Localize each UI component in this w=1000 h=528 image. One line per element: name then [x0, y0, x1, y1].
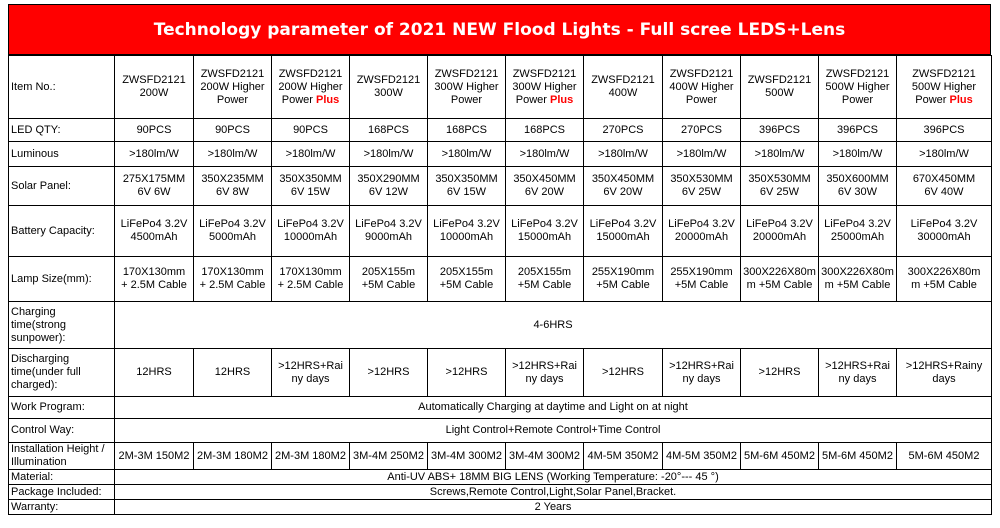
- lamp-cell: 170X130mm + 2.5M Cable: [272, 257, 350, 302]
- led-cell: 168PCS: [428, 119, 506, 142]
- lamp-cell: 300X226X80m m +5M Cable: [897, 257, 992, 302]
- inst-cell: 4M-5M 350M2: [663, 443, 741, 470]
- inst-cell: 2M-3M 180M2: [272, 443, 350, 470]
- lamp-cell: 205X155m +5M Cable: [428, 257, 506, 302]
- lum-cell: >180lm/W: [272, 142, 350, 167]
- row-label-war: Warranty:: [9, 500, 115, 515]
- row-label-lum: Luminous: [9, 142, 115, 167]
- dis-cell: >12HRS+Rai ny days: [272, 349, 350, 397]
- row-solar: [9, 167, 992, 206]
- row-item: [9, 56, 992, 119]
- plus-badge: Plus: [550, 93, 574, 106]
- dis-cell: >12HRS: [350, 349, 428, 397]
- batt-cell: LiFePo4 3.2V 4500mAh: [115, 206, 194, 257]
- item-name: ZWSFD2121 200W: [122, 74, 186, 99]
- row-led: [9, 119, 992, 142]
- led-cell: 168PCS: [350, 119, 428, 142]
- lum-cell: >180lm/W: [897, 142, 992, 167]
- lamp-cell: 300X226X80m m +5M Cable: [741, 257, 819, 302]
- item-cell: [272, 56, 350, 119]
- dis-cell: >12HRS+Rai ny days: [506, 349, 584, 397]
- item-name: ZWSFD2121 200W Higher Power: [278, 67, 343, 106]
- batt-cell: LiFePo4 3.2V 15000mAh: [584, 206, 663, 257]
- inst-cell: 5M-6M 450M2: [897, 443, 992, 470]
- charge-value: 4-6HRS: [115, 302, 992, 349]
- row-lum: [9, 142, 992, 167]
- led-cell: 90PCS: [272, 119, 350, 142]
- row-ctrl: [9, 419, 992, 443]
- led-cell: 90PCS: [115, 119, 194, 142]
- solar-cell: 350X235MM 6V 8W: [194, 167, 272, 206]
- inst-cell: 3M-4M 300M2: [506, 443, 584, 470]
- batt-cell: LiFePo4 3.2V 10000mAh: [428, 206, 506, 257]
- solar-cell: 350X530MM 6V 25W: [663, 167, 741, 206]
- inst-cell: 2M-3M 150M2: [115, 443, 194, 470]
- item-cell: [194, 56, 272, 119]
- batt-cell: LiFePo4 3.2V 30000mAh: [897, 206, 992, 257]
- item-name: ZWSFD2121 500W: [747, 74, 812, 99]
- row-label-dis: Discharging time(under full charged):: [9, 349, 115, 397]
- led-cell: 396PCS: [897, 119, 992, 142]
- item-name: ZWSFD2121 200W Higher Power: [200, 67, 265, 106]
- batt-cell: LiFePo4 3.2V 20000mAh: [663, 206, 741, 257]
- row-lamp: [9, 257, 992, 302]
- item-name: ZWSFD2121 300W: [356, 74, 421, 99]
- row-charge: [9, 302, 992, 349]
- dis-cell: 12HRS: [194, 349, 272, 397]
- dis-cell: >12HRS: [584, 349, 663, 397]
- row-batt: [9, 206, 992, 257]
- item-cell: [584, 56, 663, 119]
- plus-badge: Plus: [949, 93, 973, 106]
- inst-cell: 5M-6M 450M2: [819, 443, 897, 470]
- war-value: 2 Years: [115, 500, 992, 515]
- batt-cell: LiFePo4 3.2V 9000mAh: [350, 206, 428, 257]
- row-label-ctrl: Control Way:: [9, 419, 115, 443]
- mat-value: Anti-UV ABS+ 18MM BIG LENS (Working Temperature: -20°--- 45 °): [115, 470, 992, 485]
- row-label-solar: Solar Panel:: [9, 167, 115, 206]
- lum-cell: >180lm/W: [741, 142, 819, 167]
- batt-cell: LiFePo4 3.2V 20000mAh: [741, 206, 819, 257]
- item-cell: [350, 56, 428, 119]
- inst-cell: 3M-4M 300M2: [428, 443, 506, 470]
- solar-cell: 350X450MM 6V 20W: [506, 167, 584, 206]
- item-cell: [115, 56, 194, 119]
- row-label-batt: Battery Capacity:: [9, 206, 115, 257]
- dis-cell: >12HRS+Rai ny days: [819, 349, 897, 397]
- lum-cell: >180lm/W: [819, 142, 897, 167]
- item-cell: [897, 56, 992, 119]
- lum-cell: >180lm/W: [428, 142, 506, 167]
- row-pkg: [9, 485, 992, 500]
- batt-cell: LiFePo4 3.2V 5000mAh: [194, 206, 272, 257]
- row-label-pkg: Package Included:: [9, 485, 115, 500]
- item-cell: [428, 56, 506, 119]
- item-cell: [506, 56, 584, 119]
- row-label-led: LED QTY:: [9, 119, 115, 142]
- inst-cell: 2M-3M 180M2: [194, 443, 272, 470]
- dis-cell: >12HRS+Rainy days: [897, 349, 992, 397]
- lamp-cell: 170X130mm + 2.5M Cable: [194, 257, 272, 302]
- row-label-lamp: Lamp Size(mm):: [9, 257, 115, 302]
- item-name: ZWSFD2121 300W Higher Power: [512, 67, 577, 106]
- row-inst: [9, 443, 992, 470]
- work-value: Automatically Charging at daytime and Light on at night: [115, 397, 992, 419]
- lum-cell: >180lm/W: [350, 142, 428, 167]
- lamp-cell: 170X130mm + 2.5M Cable: [115, 257, 194, 302]
- page-title: Technology parameter of 2021 NEW Flood Lights - Full scree LEDS+Lens: [8, 4, 991, 55]
- ctrl-value: Light Control+Remote Control+Time Control: [115, 419, 992, 443]
- lamp-cell: 255X190mm +5M Cable: [584, 257, 663, 302]
- solar-cell: 350X350MM 6V 15W: [272, 167, 350, 206]
- row-label-item: Item No.:: [9, 56, 115, 119]
- dis-cell: >12HRS+Rai ny days: [663, 349, 741, 397]
- row-mat: [9, 470, 992, 485]
- lum-cell: >180lm/W: [506, 142, 584, 167]
- row-label-inst: Installation Height / Illumination: [9, 443, 115, 470]
- lamp-cell: 205X155m +5M Cable: [350, 257, 428, 302]
- dis-cell: 12HRS: [115, 349, 194, 397]
- item-name: ZWSFD2121 500W Higher Power: [911, 67, 977, 106]
- inst-cell: 4M-5M 350M2: [584, 443, 663, 470]
- led-cell: 270PCS: [584, 119, 663, 142]
- item-cell: [741, 56, 819, 119]
- row-war: [9, 500, 992, 515]
- solar-cell: 350X350MM 6V 15W: [428, 167, 506, 206]
- pkg-value: Screws,Remote Control,Light,Solar Panel,Bracket.: [115, 485, 992, 500]
- led-cell: 270PCS: [663, 119, 741, 142]
- solar-cell: 275X175MM 6V 6W: [115, 167, 194, 206]
- item-cell: [663, 56, 741, 119]
- plus-badge: Plus: [316, 93, 340, 106]
- led-cell: 396PCS: [819, 119, 897, 142]
- solar-cell: 670X450MM 6V 40W: [897, 167, 992, 206]
- row-label-work: Work Program:: [9, 397, 115, 419]
- solar-cell: 350X290MM 6V 12W: [350, 167, 428, 206]
- spec-table: [8, 55, 992, 515]
- solar-cell: 350X600MM 6V 30W: [819, 167, 897, 206]
- solar-cell: 350X530MM 6V 25W: [741, 167, 819, 206]
- batt-cell: LiFePo4 3.2V 15000mAh: [506, 206, 584, 257]
- item-name: ZWSFD2121 500W Higher Power: [825, 67, 890, 106]
- led-cell: 396PCS: [741, 119, 819, 142]
- lamp-cell: 300X226X80m m +5M Cable: [819, 257, 897, 302]
- lum-cell: >180lm/W: [115, 142, 194, 167]
- lamp-cell: 205X155m +5M Cable: [506, 257, 584, 302]
- inst-cell: 5M-6M 450M2: [741, 443, 819, 470]
- solar-cell: 350X450MM 6V 20W: [584, 167, 663, 206]
- dis-cell: >12HRS: [428, 349, 506, 397]
- lamp-cell: 255X190mm +5M Cable: [663, 257, 741, 302]
- row-label-charge: Charging time(strong sunpower):: [9, 302, 115, 349]
- lum-cell: >180lm/W: [663, 142, 741, 167]
- item-name: ZWSFD2121 400W Higher Power: [669, 67, 734, 106]
- inst-cell: 3M-4M 250M2: [350, 443, 428, 470]
- led-cell: 90PCS: [194, 119, 272, 142]
- lum-cell: >180lm/W: [194, 142, 272, 167]
- spec-sheet: [8, 4, 991, 515]
- batt-cell: LiFePo4 3.2V 10000mAh: [272, 206, 350, 257]
- row-label-mat: Material:: [9, 470, 115, 485]
- item-name: ZWSFD2121 400W: [591, 74, 655, 99]
- lum-cell: >180lm/W: [584, 142, 663, 167]
- item-cell: [819, 56, 897, 119]
- batt-cell: LiFePo4 3.2V 25000mAh: [819, 206, 897, 257]
- row-work: [9, 397, 992, 419]
- led-cell: 168PCS: [506, 119, 584, 142]
- row-dis: [9, 349, 992, 397]
- item-name: ZWSFD2121 300W Higher Power: [434, 67, 499, 106]
- dis-cell: >12HRS: [741, 349, 819, 397]
